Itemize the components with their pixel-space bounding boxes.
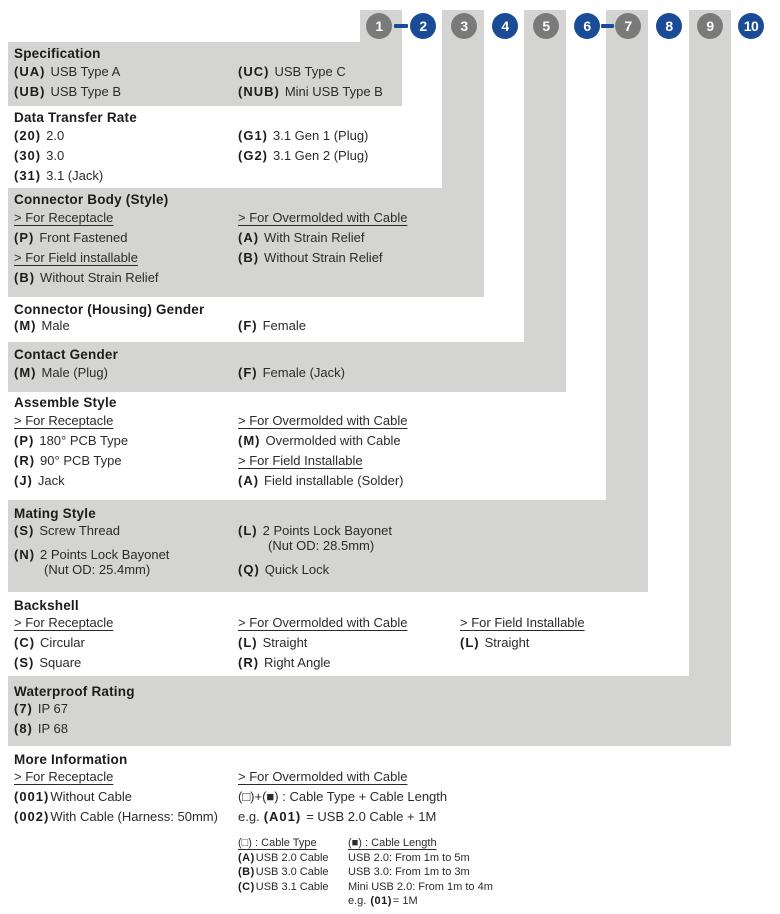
option-label-continued: (Nut OD: 28.5mm) [268,538,375,553]
option-label: Square [39,655,82,670]
step-circle-3: 3 [451,13,477,39]
backshell-col-1 [14,613,113,673]
option-row [238,431,407,451]
option-row [14,146,103,166]
option-label: 90° PCB Type [40,453,122,468]
option-code: (F) [238,318,258,333]
option-code: (M) [238,433,261,448]
option-label: With Cable (Harness: 50mm) [50,809,218,824]
more-info-col-1 [14,767,218,827]
specification-col-1 [14,62,121,102]
option-label: USB Type C [274,64,346,79]
more-info-col-2 [238,767,447,827]
option-label: Mini USB Type B [284,84,383,99]
option-row [238,316,306,336]
option-row [14,431,128,451]
section-title-assemble-style: Assemble Style [14,395,117,410]
option-row [14,228,159,248]
option-label: Straight [484,635,530,650]
cable-formula-row: (□)+(■) : Cable Type + Cable Length [238,789,448,804]
option-row [14,363,108,383]
option-code: (A) [238,473,260,488]
option-row [238,865,329,880]
option-label: Right Angle [264,655,331,670]
group-header-receptacle: > For Receptacle [14,210,114,225]
option-label: IP 68 [37,721,69,736]
option-code: (A) [238,230,260,245]
option-code: (B) [238,866,255,878]
data-transfer-col-2 [238,126,368,166]
step-circle-2: 2 [410,13,436,39]
specification-col-2 [238,62,383,102]
option-row [238,126,368,146]
option-label: USB 3.1 Cable [255,880,329,893]
option-code: (B) [14,270,36,285]
option-label: Female [262,318,306,333]
option-label: 2.0 [46,128,65,143]
option-code: (UA) [14,64,46,79]
group-header-overmolded: > For Overmolded with Cable [238,615,408,630]
option-label: 3.0 [46,148,65,163]
option-row [238,633,407,653]
cable-length-header: (■) : Cable Length [348,837,437,849]
mating-style-col-1 [14,521,169,580]
section-title-housing-gender: Connector (Housing) Gender [14,302,205,317]
option-code: (L) [460,635,480,650]
option-label: USB Type A [50,64,121,79]
option-label: 180° PCB Type [39,433,129,448]
example-lead: e.g. [348,895,367,907]
option-code: (002) [14,809,50,824]
section-title-waterproof-rating: Waterproof Rating [14,684,135,699]
option-code: (S) [14,655,35,670]
option-label: Quick Lock [264,562,330,577]
section-title-connector-body: Connector Body (Style) [14,192,169,207]
cable-example-row [238,807,447,827]
option-code: (M) [14,365,37,380]
option-code: (L) [238,635,258,650]
option-label: 2 Points Lock Bayonet [262,523,392,538]
option-label: Front Fastened [39,230,128,245]
option-label: Without Cable [50,789,133,804]
example-lead: e.g. [238,809,260,824]
example-code: (A01) [263,809,302,824]
option-label: With Strain Relief [264,230,365,245]
group-header-receptacle: > For Receptacle [14,769,114,784]
section-title-backshell: Backshell [14,598,79,613]
data-transfer-col-1 [14,126,103,186]
option-row [238,146,368,166]
group-header-overmolded: > For Overmolded with Cable [238,769,408,784]
cable-length-note [348,836,493,909]
option-code: (M) [14,318,37,333]
connector-strip-9 [689,10,731,746]
backshell-col-2 [238,613,407,673]
option-label: 2 Points Lock Bayonet [40,547,170,562]
section-title-data-transfer-rate: Data Transfer Rate [14,110,137,125]
group-header-field-installable: > For Field installable [14,250,138,265]
option-row [238,62,383,82]
option-row [460,633,585,653]
connector-body-col-2 [238,208,407,268]
option-code: (Q) [238,562,260,577]
option-code: (R) [238,655,260,670]
option-row [238,363,345,383]
option-label: USB 3.0 Cable [255,866,329,878]
option-label: Male (Plug) [41,365,108,380]
option-code: (G2) [238,148,268,163]
section-title-mating-style: Mating Style [14,506,96,521]
note-row: Mini USB 2.0: From 1m to 4m [348,880,493,893]
option-code: (R) [14,453,36,468]
option-code: (7) [14,701,33,716]
contact-gender-col-1 [14,363,108,383]
option-code: (L) [238,523,258,538]
option-label: Field installable (Solder) [264,473,404,488]
option-row [14,699,68,719]
option-row [14,62,121,82]
connector-body-col-1 [14,208,159,288]
option-row [14,521,169,541]
option-row [14,316,70,336]
assemble-style-col-2 [238,411,407,491]
option-code: (P) [14,433,35,448]
group-header-field-installable: > For Field Installable [460,615,585,630]
option-label: Overmolded with Cable [265,433,401,448]
option-code: (UB) [14,84,46,99]
option-label: Circular [40,635,85,650]
option-row [238,851,329,866]
group-header-receptacle: > For Receptacle [14,413,114,428]
cable-type-note [238,836,329,894]
option-row [14,653,113,673]
step-circle-4: 4 [492,13,518,39]
option-row [14,633,113,653]
option-code: (N) [14,547,36,562]
option-code: (31) [14,168,42,183]
option-label: Male [41,318,70,333]
option-row [14,807,218,827]
group-header-field-installable: > For Field Installable [238,453,363,468]
note-example-row [348,894,493,909]
option-label: Without Strain Relief [40,270,159,285]
option-code: (NUB) [238,84,280,99]
option-label: Straight [262,635,308,650]
option-label: 3.1 (Jack) [46,168,104,183]
option-label: 3.1 Gen 2 (Plug) [273,148,369,163]
option-label: USB 2.0 Cable [255,851,329,864]
option-label: Female (Jack) [262,365,345,380]
option-code: (30) [14,148,42,163]
option-row [14,82,121,102]
step-circle-7: 7 [615,13,641,39]
note-row: USB 3.0: From 1m to 3m [348,866,470,878]
option-code: (P) [14,230,35,245]
connector-strip-5 [524,10,566,392]
option-code: (20) [14,128,42,143]
option-code: (8) [14,721,33,736]
step-circle-6: 6 [574,13,600,39]
contact-gender-col-2 [238,363,345,383]
option-code: (C) [14,635,36,650]
option-label: Without Strain Relief [264,250,383,265]
option-row [238,82,383,102]
option-row [14,268,159,288]
option-row [238,560,392,580]
option-row [14,471,128,491]
step-circle-10: 10 [738,13,764,39]
step-circle-8: 8 [656,13,682,39]
option-label: Screw Thread [39,523,121,538]
option-code: (J) [14,473,33,488]
backshell-col-3 [460,613,585,653]
option-row [238,653,407,673]
option-row [14,166,103,186]
option-row [14,787,218,807]
housing-gender-col-1 [14,316,70,336]
option-code: (S) [14,523,35,538]
option-code: (UC) [238,64,270,79]
option-row [14,451,128,471]
option-label-continued: (Nut OD: 25.4mm) [44,562,151,577]
section-title-more-information: More Information [14,752,128,767]
option-row [238,248,407,268]
example-label: = USB 2.0 Cable + 1M [306,809,437,824]
step-circle-9: 9 [697,13,723,39]
group-header-overmolded: > For Overmolded with Cable [238,210,408,225]
option-label: 3.1 Gen 1 (Plug) [273,128,369,143]
cable-type-header: (□) : Cable Type [238,837,317,849]
option-row [14,126,103,146]
option-label: Jack [37,473,65,488]
option-label: IP 67 [37,701,69,716]
option-row [238,228,407,248]
option-row [14,719,68,739]
option-code: (G1) [238,128,268,143]
section-title-specification: Specification [14,46,101,61]
note-row: USB 2.0: From 1m to 5m [348,851,470,864]
example-code: (01) [370,895,392,907]
option-code: (001) [14,789,50,804]
option-code: (F) [238,365,258,380]
example-label: = 1M [392,895,418,907]
option-code: (C) [238,880,255,893]
section-title-contact-gender: Contact Gender [14,347,119,362]
group-header-overmolded: > For Overmolded with Cable [238,413,408,428]
housing-gender-col-2 [238,316,306,336]
option-label: USB Type B [50,84,122,99]
option-row [238,880,329,895]
option-row [238,471,407,491]
assemble-style-col-1 [14,411,128,491]
waterproof-col-1 [14,699,68,739]
mating-style-col-2 [238,521,392,580]
option-code: (A) [238,851,255,864]
step-circle-1: 1 [366,13,392,39]
dash-connector-6-7 [601,24,614,28]
group-header-receptacle: > For Receptacle [14,615,114,630]
step-circle-5: 5 [533,13,559,39]
option-code: (B) [238,250,260,265]
dash-connector-1-2 [394,24,408,28]
